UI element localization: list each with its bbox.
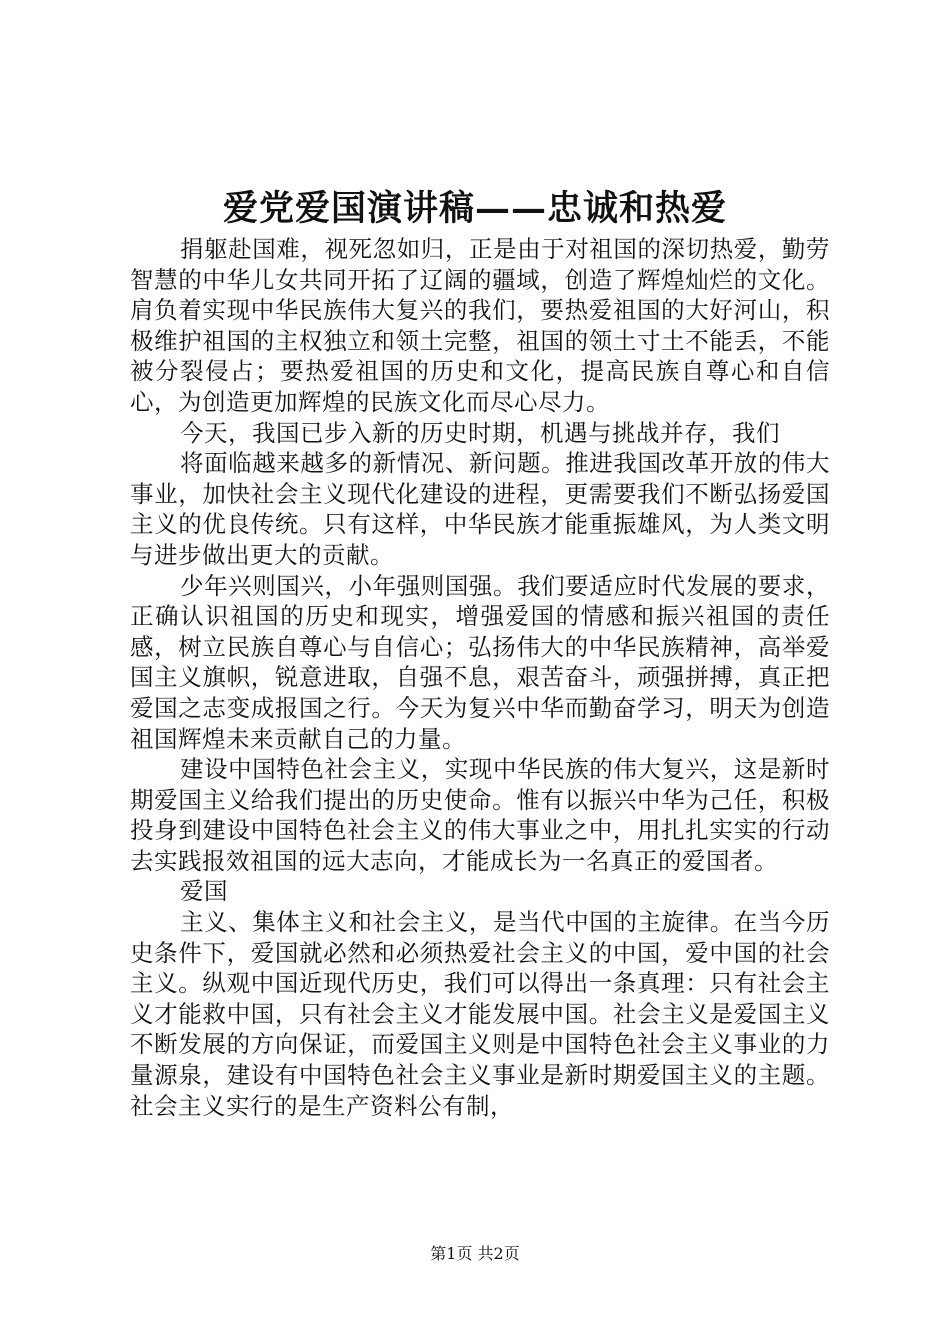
document-title: 爱党爱国演讲稿——忠诚和热爱 xyxy=(222,188,727,229)
paragraph: 今天，我国已步入新的历史时期，机遇与挑战并存，我们 xyxy=(180,418,780,447)
paragraph: 爱国 xyxy=(180,877,228,906)
paragraph: 主义、集体主义和社会主义，是当代中国的主旋律。在当今历史条件下，爱国就必然和必须热爱社会主义的中国，爱中国的社会主义。纵观中国近现代历史，我们可以得出一条真理：只有社会主义才能救中国，只有社会主义才能发展中国。社会主义是爱国主义不断发展的方向保证，而爱国主义则是中国特色社会主义事业的力量源泉，建设有中国特色社会主义事业是新时期爱国主义的主题。社会主义实行的是生产资料公有制， xyxy=(130,908,830,1120)
paragraph: 建设中国特色社会主义，实现中华民族的伟大复兴，这是新时期爱国主义给我们提出的历史使命。惟有以振兴中华为己任，积极投身到建设中国特色社会主义的伟大事业之中，用扎扎实实的行动去实践报效祖国的远大志向，才能成长为一名真正的爱国者。 xyxy=(130,755,830,875)
document-body xyxy=(130,234,830,1121)
paragraph: 少年兴则国兴，小年强则国强。我们要适应时代发展的要求，正确认识祖国的历史和现实，增强爱国的情感和振兴祖国的责任感，树立民族自尊心与自信心；弘扬伟大的中华民族精神，高举爱国主义旗帜，锐意进取，自强不息，艰苦奋斗，顽强拼搏，真正把爱国之志变成报国之行。今天为复兴中华而勤奋学习，明天为创造祖国辉煌未来贡献自己的力量。 xyxy=(130,571,830,753)
paragraph: 将面临越来越多的新情况、新问题。推进我国改革开放的伟大事业，加快社会主义现代化建设的进程，更需要我们不断弘扬爱国主义的优良传统。只有这样，中华民族才能重振雄风，为人类文明与进步做出更大的贡献。 xyxy=(130,449,830,569)
paragraph: 捐躯赴国难，视死忽如归，正是由于对祖国的深切热爱，勤劳智慧的中华儿女共同开拓了辽阔的疆域，创造了辉煌灿烂的文化。肩负着实现中华民族伟大复兴的我们，要热爱祖国的大好河山，积极维护祖国的主权独立和领土完整，祖国的领土寸土不能丢，不能被分裂侵占；要热爱祖国的历史和文化，提高民族自尊心和自信心，为创造更加辉煌的民族文化而尽心尽力。 xyxy=(130,235,830,416)
page-footer: 第1页 共2页 xyxy=(430,1244,520,1263)
